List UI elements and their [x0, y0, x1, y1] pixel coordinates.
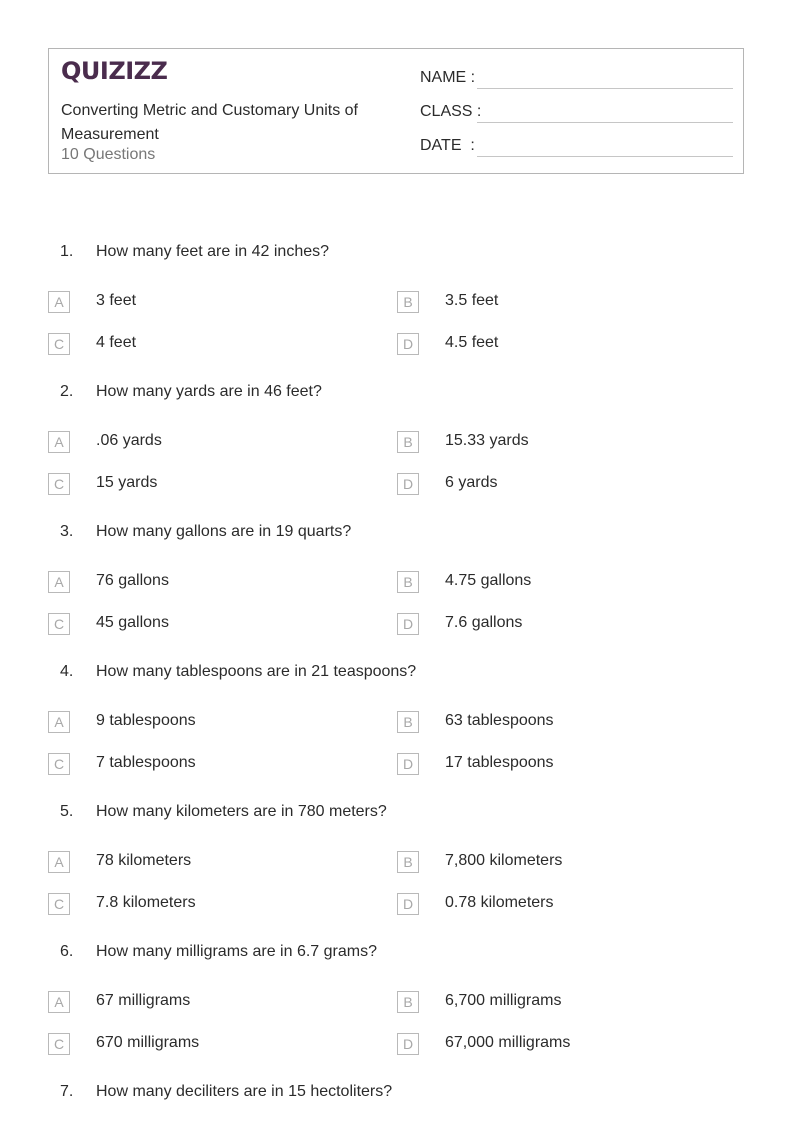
question-number: 3. — [60, 523, 74, 540]
option-a[interactable] — [48, 712, 368, 736]
option-text: 6,700 milligrams — [445, 992, 562, 1009]
option-d[interactable] — [397, 474, 717, 498]
question-number: 7. — [60, 1083, 74, 1100]
option-a[interactable] — [48, 852, 368, 876]
question-2 — [0, 383, 794, 513]
option-text: 3 feet — [96, 292, 137, 309]
option-text: 15.33 yards — [445, 432, 529, 449]
option-letter-box: B — [397, 991, 419, 1013]
name-line[interactable] — [477, 88, 733, 89]
question-text: How many gallons are in 19 quarts? — [96, 523, 352, 540]
class-label: CLASS : — [420, 103, 482, 120]
name-label: NAME : — [420, 69, 476, 86]
option-letter-box: D — [397, 1033, 419, 1055]
question-count: 10 Questions — [61, 146, 156, 163]
option-letter-box: D — [397, 473, 419, 495]
option-letter-box: B — [397, 291, 419, 313]
option-letter-box: D — [397, 893, 419, 915]
question-text: How many milligrams are in 6.7 grams? — [96, 943, 377, 960]
option-d[interactable] — [397, 614, 717, 638]
name-field[interactable] — [420, 69, 733, 93]
option-text: 6 yards — [445, 474, 498, 491]
question-number: 4. — [60, 663, 74, 680]
option-letter-box: B — [397, 431, 419, 453]
option-letter-box: B — [397, 851, 419, 873]
class-line[interactable] — [477, 122, 733, 123]
option-c[interactable] — [48, 1034, 368, 1058]
option-d[interactable] — [397, 754, 717, 778]
question-1 — [0, 243, 794, 373]
option-text: 67 milligrams — [96, 992, 191, 1009]
question-5 — [0, 803, 794, 933]
option-d[interactable] — [397, 1034, 717, 1058]
option-d[interactable] — [397, 334, 717, 358]
question-text: How many tablespoons are in 21 teaspoons? — [96, 663, 417, 680]
option-letter-box: A — [48, 291, 70, 313]
option-d[interactable] — [397, 894, 717, 918]
option-text: 4.75 gallons — [445, 572, 532, 589]
option-c[interactable] — [48, 614, 368, 638]
option-text: 7,800 kilometers — [445, 852, 563, 869]
option-letter-box: D — [397, 333, 419, 355]
option-letter-box: A — [48, 851, 70, 873]
option-text: 17 tablespoons — [445, 754, 554, 771]
option-a[interactable] — [48, 572, 368, 596]
worksheet-title: Converting Metric and Customary Units of Measurement — [61, 102, 358, 143]
option-text: 7 tablespoons — [96, 754, 196, 771]
option-text: .06 yards — [96, 432, 162, 449]
question-6 — [0, 943, 794, 1073]
option-c[interactable] — [48, 474, 368, 498]
option-text: 3.5 feet — [445, 292, 499, 309]
question-4 — [0, 663, 794, 793]
question-7 — [0, 1083, 794, 1113]
option-text: 67,000 milligrams — [445, 1034, 571, 1051]
date-field[interactable] — [420, 137, 733, 161]
option-text: 4.5 feet — [445, 334, 499, 351]
question-text: How many yards are in 46 feet? — [96, 383, 322, 400]
option-letter-box: C — [48, 753, 70, 775]
option-a[interactable] — [48, 992, 368, 1016]
question-number: 5. — [60, 803, 74, 820]
quizizz-logo: QUIZIZZ — [61, 57, 168, 85]
worksheet-header — [48, 48, 744, 174]
option-letter-box: B — [397, 571, 419, 593]
option-text: 76 gallons — [96, 572, 169, 589]
option-text: 15 yards — [96, 474, 158, 491]
option-text: 7.8 kilometers — [96, 894, 196, 911]
option-b[interactable] — [397, 852, 717, 876]
option-b[interactable] — [397, 572, 717, 596]
question-3 — [0, 523, 794, 653]
option-text: 78 kilometers — [96, 852, 192, 869]
question-number: 1. — [60, 243, 74, 260]
class-field[interactable] — [420, 103, 733, 127]
option-c[interactable] — [48, 754, 368, 778]
option-b[interactable] — [397, 712, 717, 736]
date-line[interactable] — [477, 156, 733, 157]
option-letter-box: A — [48, 571, 70, 593]
option-text: 63 tablespoons — [445, 712, 554, 729]
option-a[interactable] — [48, 292, 368, 316]
date-label: DATE : — [420, 137, 475, 154]
question-text: How many kilometers are in 780 meters? — [96, 803, 387, 820]
option-letter-box: C — [48, 473, 70, 495]
option-c[interactable] — [48, 334, 368, 358]
option-text: 9 tablespoons — [96, 712, 196, 729]
option-letter-box: D — [397, 753, 419, 775]
option-letter-box: A — [48, 431, 70, 453]
option-c[interactable] — [48, 894, 368, 918]
option-text: 45 gallons — [96, 614, 169, 631]
option-letter-box: C — [48, 613, 70, 635]
option-text: 670 milligrams — [96, 1034, 200, 1051]
option-b[interactable] — [397, 432, 717, 456]
option-letter-box: A — [48, 991, 70, 1013]
question-text: How many deciliters are in 15 hectoliters? — [96, 1083, 393, 1100]
option-letter-box: C — [48, 1033, 70, 1055]
question-text: How many feet are in 42 inches? — [96, 243, 330, 260]
option-letter-box: B — [397, 711, 419, 733]
question-number: 6. — [60, 943, 74, 960]
option-text: 0.78 kilometers — [445, 894, 554, 911]
question-number: 2. — [60, 383, 74, 400]
option-letter-box: A — [48, 711, 70, 733]
option-letter-box: C — [48, 893, 70, 915]
option-a[interactable] — [48, 432, 368, 456]
option-b[interactable] — [397, 292, 717, 316]
option-text: 4 feet — [96, 334, 137, 351]
option-b[interactable] — [397, 992, 717, 1016]
option-letter-box: C — [48, 333, 70, 355]
option-letter-box: D — [397, 613, 419, 635]
option-text: 7.6 gallons — [445, 614, 523, 631]
